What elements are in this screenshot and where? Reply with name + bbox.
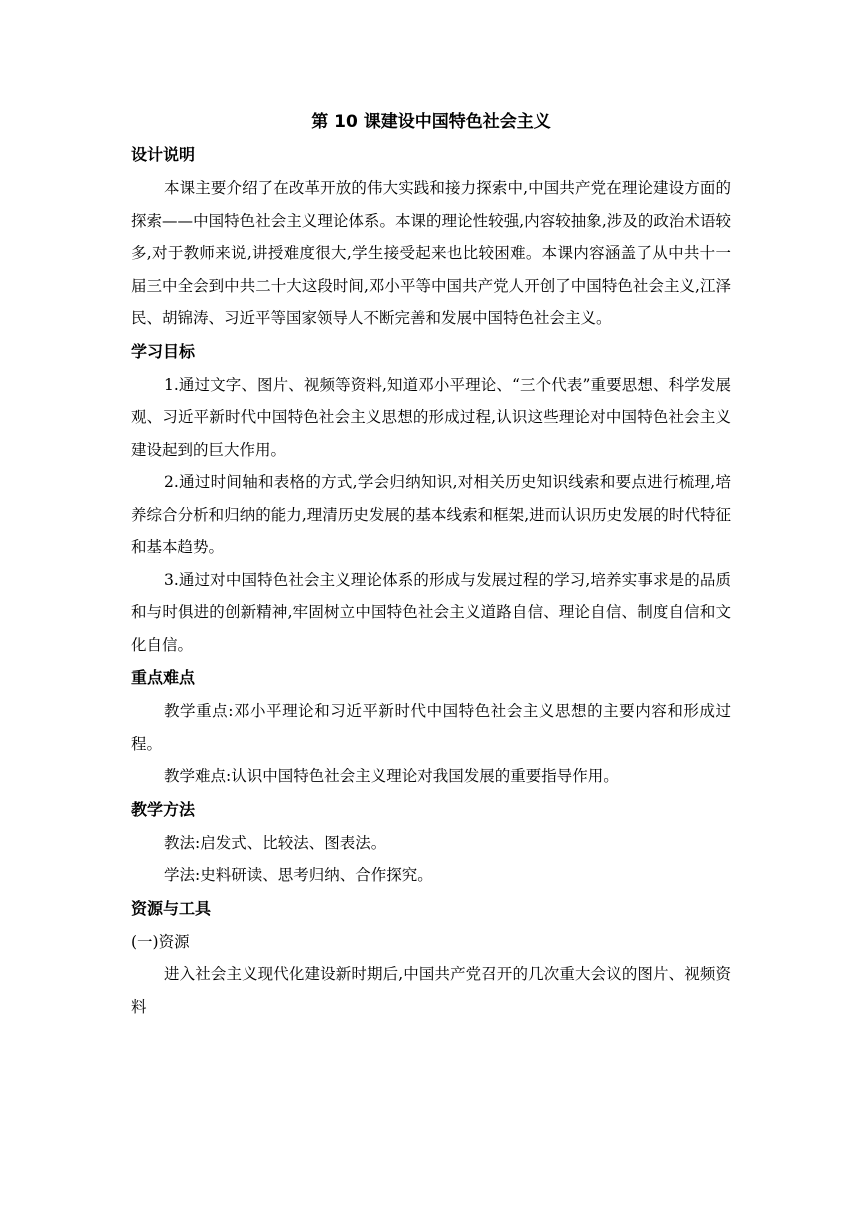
heading-teaching-methods: 教学方法 <box>131 799 196 819</box>
heading-key-points: 重点难点 <box>131 668 196 687</box>
teaching-focus: 教学重点:邓小平理论和习近平新时代中国特色社会主义思想的主要内容和形成过程。 <box>131 702 731 753</box>
learning-goal-2: 2.通过时间轴和表格的方式,学会归纳知识,对相关历史知识线索和要点进行梳理,培养综合分析和归纳的能力,理清历史发展的基本线索和框架,进而认识历史发展的时代特征和基本趋势。 <box>131 473 731 556</box>
heading-learning-goals: 学习目标 <box>131 341 196 361</box>
learning-method: 学法:史料研读、思考归纳、合作探究。 <box>164 866 433 884</box>
heading-design-notes: 设计说明 <box>131 145 196 164</box>
heading-resources-tools: 资源与工具 <box>131 898 212 918</box>
document-body <box>131 106 731 1023</box>
design-notes-paragraph: 本课主要介绍了在改革开放的伟大实践和接力探索中,中国共产党在理论建设方面的探索——中国特色社会主义理论体系。本课的理论性较强,内容较抽象,涉及的政治术语较多,对于教师来说,讲授难度很大,学生接受起来也比较困难。本课内容涵盖了从中共十一届三中全会到中共二十大这段时间,邓小平等中国共产党人开创了中国特色社会主义,江泽民、胡锦涛、习近平等国家领导人不断完善和发展中国特色社会主义。 <box>131 179 731 327</box>
teaching-difficulty: 教学难点:认识中国特色社会主义理论对我国发展的重要指导作用。 <box>164 767 619 785</box>
learning-goal-3: 3.通过对中国特色社会主义理论体系的形成与发展过程的学习,培养实事求是的品质和与时俱进的创新精神,牢固树立中国特色社会主义道路自信、理论自信、制度自信和文化自信。 <box>131 570 731 654</box>
teaching-method: 教法:启发式、比较法、图表法。 <box>164 833 387 852</box>
lesson-title: 第 10 课建设中国特色社会主义 <box>311 112 551 132</box>
resources-paragraph: 进入社会主义现代化建设新时期后,中国共产党召开的几次重大会议的图片、视频资料 <box>131 965 731 1016</box>
resources-subheading: (一)资源 <box>131 932 190 951</box>
learning-goal-1: 1.通过文字、图片、视频等资料,知道邓小平理论、“三个代表”重要思想、科学发展观、习近平新时代中国特色社会主义思想的形成过程,认识这些理论对中国特色社会主义建设起到的巨大作用。 <box>131 375 731 459</box>
